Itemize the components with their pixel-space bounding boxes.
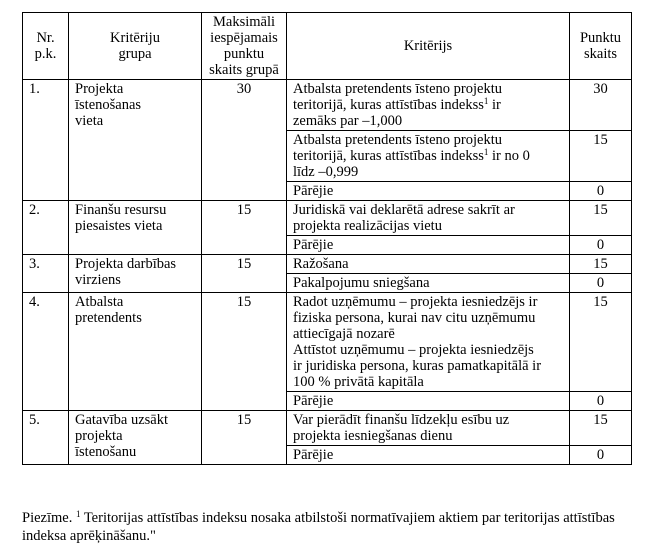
criterion-points: 15 [570,293,632,392]
criterion-text: Ražošana [293,256,349,272]
row-number: 2. [23,201,69,255]
criteria-group: Finanšu resursu piesaistes vieta [69,201,202,255]
header-row [23,13,632,80]
criteria-table [22,12,632,465]
row-number: 1. [23,80,69,201]
criterion-cell [287,411,570,446]
criterion-cell [287,274,570,293]
table-body [23,80,632,465]
footnote-superscript: 1 [75,509,81,519]
criterion-text: Pārējie [293,183,334,199]
criteria-group: Atbalsta pretendents [69,293,202,411]
criterion-text: Atbalsta pretendents īsteno projektu teritorijā, kuras attīstības indekss [293,132,502,164]
max-points: 15 [202,255,287,293]
criterion-text: Pārējie [293,237,334,253]
criterion-points: 15 [570,255,632,274]
table-row [23,80,632,131]
criterion-points: 0 [570,274,632,293]
row-number: 4. [23,293,69,411]
criterion-text: Pārējie [293,393,334,409]
criterion-points: 0 [570,446,632,465]
footnote-reference: 1 [483,147,489,157]
header-points: Punktu skaits [570,13,632,80]
criterion-cell [287,392,570,411]
criterion-points: 30 [570,80,632,131]
header-group: Kritēriju grupa [69,13,202,80]
footnote-label: Piezīme. [22,510,76,526]
criterion-cell [287,255,570,274]
criterion-cell [287,293,570,392]
criterion-points: 0 [570,182,632,201]
max-points: 15 [202,201,287,255]
criterion-text-continued: ir zemāks par –1,000 [293,97,501,129]
criterion-text: Var pierādīt finanšu līdzekļu esību uz projekta iesniegšanas dienu [293,412,510,444]
criterion-points: 15 [570,201,632,236]
criterion-text: Radot uzņēmumu – projekta iesniedzējs ir fiziska persona, kurai nav citu uzņēmumu attiecīgajā nozarē Attīstot uzņēmumu – projekta iesniedzējs ir juridiska persona, kuras pamatkapitālā ir 100 % privātā kapitāla [293,294,542,390]
table-row [23,411,632,446]
header-nr: Nr. p.k. [23,13,69,80]
criterion-cell [287,446,570,465]
max-points: 15 [202,293,287,411]
footnote-text: Teritorijas attīstības indeksu nosaka atbilstoši normatīvajiem aktiem par teritorijas attīstības indeksa aprēķināšanu." [22,510,615,544]
criterion-points: 15 [570,411,632,446]
footnote-reference: 1 [483,96,489,106]
criterion-text: Pārējie [293,447,334,463]
criterion-points: 0 [570,236,632,255]
criteria-group: Gatavība uzsākt projekta īstenošanu [69,411,202,465]
criterion-text-continued: ir no 0 līdz –0,999 [293,148,530,180]
header-max-points: Maksimāli iespējamais punktu skaits grupā [202,13,287,80]
criterion-cell [287,182,570,201]
criterion-cell [287,236,570,255]
table-row [23,255,632,274]
max-points: 15 [202,411,287,465]
criteria-group: Projekta īstenošanas vieta [69,80,202,201]
footnote [22,509,632,545]
table-row [23,293,632,392]
criterion-cell [287,131,570,182]
criteria-group: Projekta darbības virziens [69,255,202,293]
criterion-points: 0 [570,392,632,411]
criterion-text: Atbalsta pretendents īsteno projektu teritorijā, kuras attīstības indekss [293,81,502,113]
table-row [23,201,632,236]
criterion-text: Pakalpojumu sniegšana [293,275,430,291]
criterion-text: Juridiskā vai deklarētā adrese sakrīt ar projekta realizācijas vietu [293,202,515,234]
criterion-points: 15 [570,131,632,182]
header-criterion: Kritērijs [287,13,570,80]
row-number: 3. [23,255,69,293]
max-points: 30 [202,80,287,201]
criterion-cell [287,201,570,236]
criterion-cell [287,80,570,131]
row-number: 5. [23,411,69,465]
